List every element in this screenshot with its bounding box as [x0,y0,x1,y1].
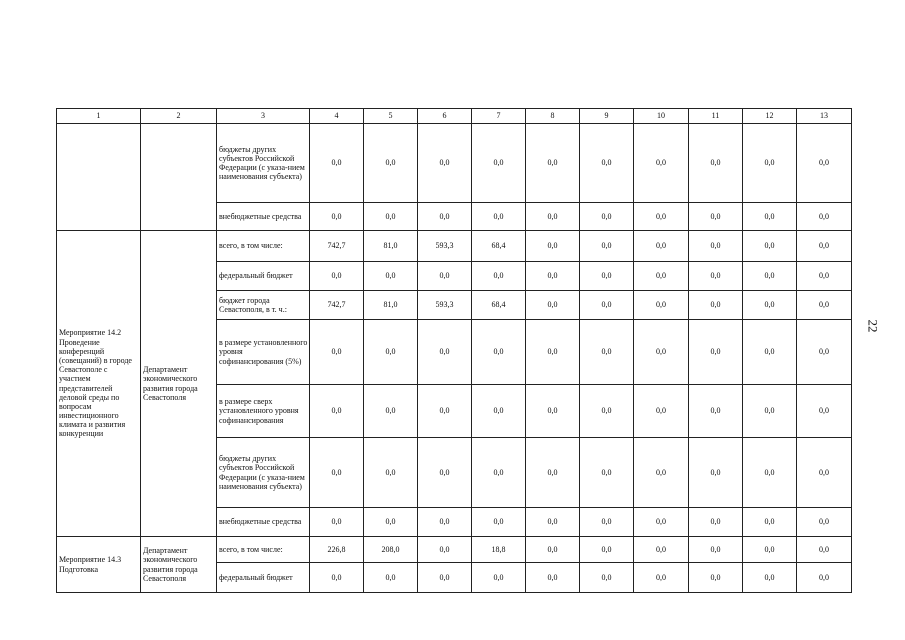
value-cell: 0,0 [743,124,797,203]
value-cell: 0,0 [743,291,797,320]
value-cell: 0,0 [526,203,580,231]
value-cell: 0,0 [472,124,526,203]
value-cell: 0,0 [418,385,472,438]
value-cell: 0,0 [418,438,472,508]
value-cell: 0,0 [472,438,526,508]
value-cell: 0,0 [797,537,852,563]
value-cell: 208,0 [364,537,418,563]
value-cell: 742,7 [310,231,364,262]
value-cell: 0,0 [634,262,689,291]
value-cell: 0,0 [580,438,634,508]
value-cell: 0,0 [743,508,797,537]
column-header: 11 [689,109,743,124]
value-cell: 0,0 [310,124,364,203]
column-header: 4 [310,109,364,124]
value-cell: 0,0 [472,203,526,231]
value-cell: 0,0 [364,124,418,203]
value-cell: 0,0 [526,385,580,438]
value-cell: 0,0 [310,438,364,508]
value-cell: 0,0 [634,231,689,262]
value-cell: 0,0 [580,385,634,438]
value-cell: 0,0 [689,203,743,231]
value-cell: 0,0 [797,124,852,203]
row-label: всего, в том числе: [217,231,310,262]
value-cell: 0,0 [472,508,526,537]
value-cell: 0,0 [580,262,634,291]
value-cell: 0,0 [743,438,797,508]
value-cell: 0,0 [418,563,472,593]
value-cell: 0,0 [364,385,418,438]
empty-cell [57,124,141,231]
row-label: федеральный бюджет [217,262,310,291]
value-cell: 0,0 [364,320,418,385]
value-cell: 593,3 [418,231,472,262]
value-cell: 0,0 [364,563,418,593]
row-label: бюджеты других субъектов Российской Федерации (с указа-нием наименования субъекта) [217,124,310,203]
column-header: 5 [364,109,418,124]
value-cell: 226,8 [310,537,364,563]
activity-name: Мероприятие 14.2 Проведение конференций (совещаний) в городе Севастополе с участием представителей деловой среды по вопросам инвестиционного климата и развития конкуренции [57,231,141,537]
value-cell: 0,0 [580,291,634,320]
value-cell: 0,0 [634,385,689,438]
value-cell: 0,0 [418,537,472,563]
column-header: 2 [141,109,217,124]
value-cell: 0,0 [310,262,364,291]
table-row [57,124,852,203]
column-header: 8 [526,109,580,124]
value-cell: 18,8 [472,537,526,563]
value-cell: 0,0 [689,291,743,320]
column-header: 1 [57,109,141,124]
value-cell: 0,0 [689,262,743,291]
row-label: внебюджетные средства [217,203,310,231]
value-cell: 68,4 [472,291,526,320]
table-row [57,537,852,563]
row-label: федеральный бюджет [217,563,310,593]
column-header: 10 [634,109,689,124]
value-cell: 0,0 [310,320,364,385]
value-cell: 81,0 [364,291,418,320]
row-label: внебюджетные средства [217,508,310,537]
value-cell: 0,0 [689,231,743,262]
header-row [57,109,852,124]
value-cell: 0,0 [580,231,634,262]
value-cell: 0,0 [743,262,797,291]
value-cell: 0,0 [418,262,472,291]
value-cell: 0,0 [526,262,580,291]
value-cell: 0,0 [310,203,364,231]
value-cell: 593,3 [418,291,472,320]
value-cell: 0,0 [634,124,689,203]
value-cell: 0,0 [743,385,797,438]
value-cell: 0,0 [634,438,689,508]
value-cell: 0,0 [364,203,418,231]
row-label: в размере установленного уровня софинансирования (5%) [217,320,310,385]
value-cell: 0,0 [580,203,634,231]
value-cell: 0,0 [310,563,364,593]
value-cell: 0,0 [743,320,797,385]
value-cell: 0,0 [526,438,580,508]
value-cell: 0,0 [418,508,472,537]
executor: Департамент экономического развития города Севастополя [141,537,217,593]
value-cell: 0,0 [689,124,743,203]
value-cell: 0,0 [634,563,689,593]
value-cell: 0,0 [526,124,580,203]
value-cell: 0,0 [472,262,526,291]
value-cell: 0,0 [689,438,743,508]
value-cell: 0,0 [797,438,852,508]
value-cell: 0,0 [580,320,634,385]
value-cell: 0,0 [797,203,852,231]
value-cell: 0,0 [634,508,689,537]
value-cell: 0,0 [689,320,743,385]
value-cell: 0,0 [797,508,852,537]
row-label: бюджет города Севастополя, в т. ч.: [217,291,310,320]
value-cell: 0,0 [689,537,743,563]
executor: Департамент экономического развития города Севастополя [141,231,217,537]
value-cell: 0,0 [472,320,526,385]
value-cell: 0,0 [580,124,634,203]
value-cell: 0,0 [634,203,689,231]
value-cell: 0,0 [743,563,797,593]
value-cell: 0,0 [797,320,852,385]
value-cell: 68,4 [472,231,526,262]
value-cell: 0,0 [634,537,689,563]
value-cell: 0,0 [580,563,634,593]
empty-cell [141,124,217,231]
value-cell: 0,0 [526,508,580,537]
value-cell: 0,0 [310,385,364,438]
value-cell: 0,0 [689,385,743,438]
value-cell: 0,0 [743,203,797,231]
column-header: 13 [797,109,852,124]
value-cell: 0,0 [797,231,852,262]
page-number: 22 [865,319,881,333]
value-cell: 0,0 [418,124,472,203]
value-cell: 0,0 [364,508,418,537]
value-cell: 0,0 [526,537,580,563]
budget-table [56,108,852,593]
column-header: 7 [472,109,526,124]
value-cell: 81,0 [364,231,418,262]
value-cell: 0,0 [743,231,797,262]
value-cell: 0,0 [580,537,634,563]
activity-name: Мероприятие 14.3 Подготовка [57,537,141,593]
column-header: 3 [217,109,310,124]
value-cell: 0,0 [364,262,418,291]
column-header: 9 [580,109,634,124]
value-cell: 0,0 [797,291,852,320]
value-cell: 0,0 [472,385,526,438]
value-cell: 0,0 [689,563,743,593]
column-header: 6 [418,109,472,124]
value-cell: 0,0 [526,291,580,320]
row-label: в размере сверх установленного уровня софинансирования [217,385,310,438]
value-cell: 0,0 [689,508,743,537]
value-cell: 0,0 [634,291,689,320]
value-cell: 0,0 [634,320,689,385]
value-cell: 0,0 [580,508,634,537]
value-cell: 0,0 [472,563,526,593]
value-cell: 0,0 [526,320,580,385]
value-cell: 0,0 [743,537,797,563]
value-cell: 0,0 [797,262,852,291]
column-header: 12 [743,109,797,124]
value-cell: 0,0 [526,563,580,593]
value-cell: 0,0 [526,231,580,262]
table-row [57,231,852,262]
value-cell: 0,0 [310,508,364,537]
value-cell: 0,0 [797,563,852,593]
value-cell: 0,0 [418,320,472,385]
row-label: всего, в том числе: [217,537,310,563]
value-cell: 0,0 [418,203,472,231]
value-cell: 0,0 [364,438,418,508]
value-cell: 742,7 [310,291,364,320]
value-cell: 0,0 [797,385,852,438]
row-label: бюджеты других субъектов Российской Федерации (с указа-нием наименования субъекта) [217,438,310,508]
